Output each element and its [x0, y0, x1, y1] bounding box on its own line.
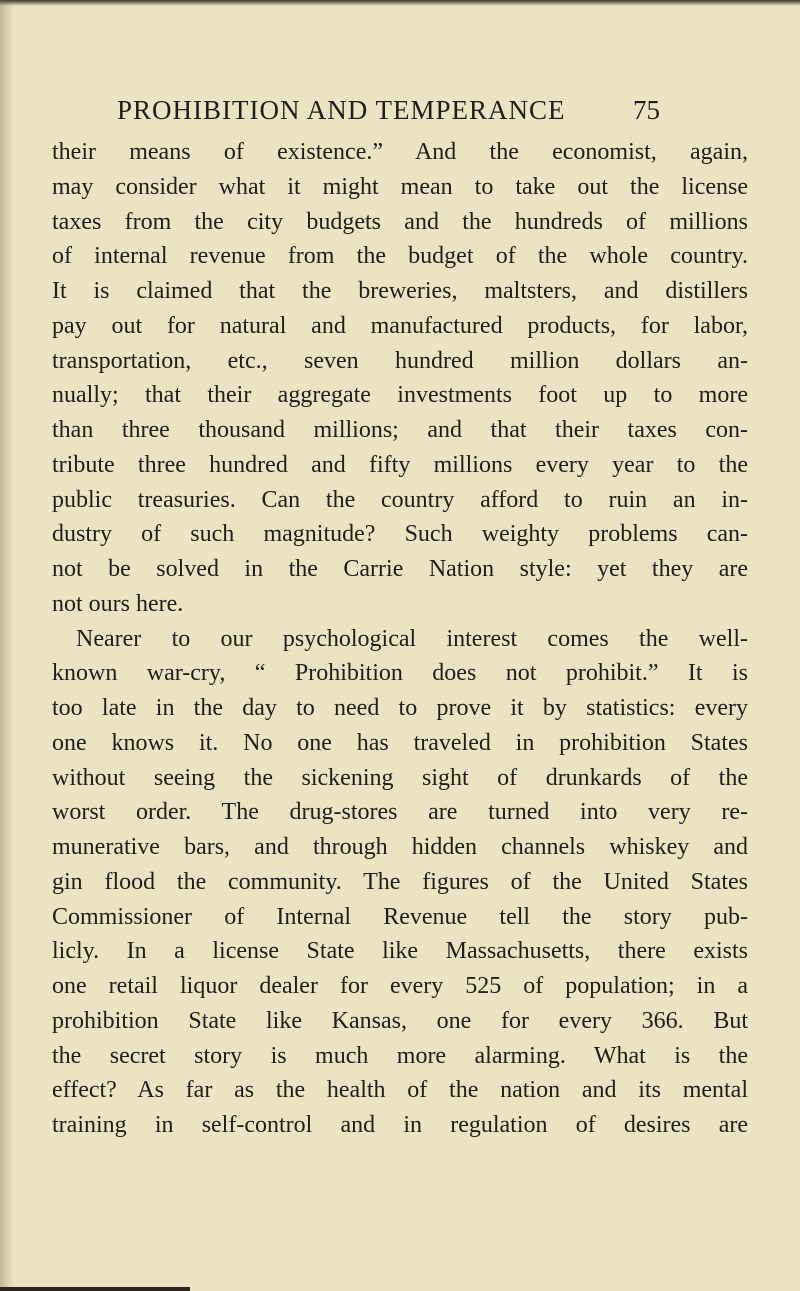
text-line: without seeing the sickening sight of drunkards of the: [52, 764, 748, 791]
text-line: gin flood the community. The figures of the United States: [52, 868, 748, 895]
text-line: taxes from the city budgets and the hundreds of millions: [52, 208, 748, 235]
text-line: not ours here.: [52, 590, 184, 617]
text-line: tribute three hundred and fifty millions every year to the: [52, 451, 748, 478]
text-line: known war-cry, “ Prohibition does not prohibit.” It is: [52, 660, 748, 687]
text-line: It is claimed that the breweries, maltsters, and distillers: [52, 278, 748, 304]
text-line: pay out for natural and manufactured products, for labor,: [52, 312, 748, 339]
text-line: too late in the day to need to prove it by statistics: every: [52, 695, 748, 721]
text-line: training in self-control and in regulation of desires are: [52, 1112, 748, 1138]
text-line: nually; that their aggregate investments foot up to more: [52, 382, 748, 409]
text-line: not be solved in the Carrie Nation style: yet they are: [52, 556, 748, 582]
text-line: of internal revenue from the budget of the whole country.: [52, 243, 748, 270]
text-line: than three thousand millions; and that their taxes con-: [52, 417, 748, 443]
text-line: Commissioner of Internal Revenue tell the story pub-: [52, 903, 748, 930]
text-line: worst order. The drug-stores are turned into very re-: [52, 799, 748, 826]
text-line: one knows it. No one has traveled in prohibition States: [52, 729, 748, 756]
page-bottom-edge: [0, 1287, 190, 1291]
text-line: may consider what it might mean to take out the license: [52, 173, 748, 200]
text-line: prohibition State like Kansas, one for every 366. But: [52, 1007, 748, 1034]
text-line: Nearer to our psychological interest comes the well-: [76, 625, 748, 652]
body-text: [52, 135, 748, 1143]
text-line: their means of existence.” And the economist, again,: [52, 139, 748, 165]
text-line: transportation, etc., seven hundred million dollars an-: [52, 347, 748, 374]
text-line: dustry of such magnitude? Such weighty problems can-: [52, 521, 748, 548]
page-number: 75: [633, 95, 660, 125]
text-line: the secret story is much more alarming. What is the: [52, 1042, 748, 1069]
running-head: PROHIBITION AND TEMPERANCE: [117, 95, 566, 125]
page-top-shadow: [0, 0, 800, 6]
text-line: public treasuries. Can the country afford to ruin an in-: [52, 486, 748, 513]
text-line: effect? As far as the health of the nation and its mental: [52, 1077, 748, 1104]
text-line: licly. In a license State like Massachusetts, there exists: [52, 938, 748, 965]
page-header: [0, 92, 800, 128]
page-left-shadow: [0, 0, 14, 1291]
text-line: one retail liquor dealer for every 525 of population; in a: [52, 973, 748, 999]
text-line: munerative bars, and through hidden channels whiskey and: [52, 834, 748, 860]
